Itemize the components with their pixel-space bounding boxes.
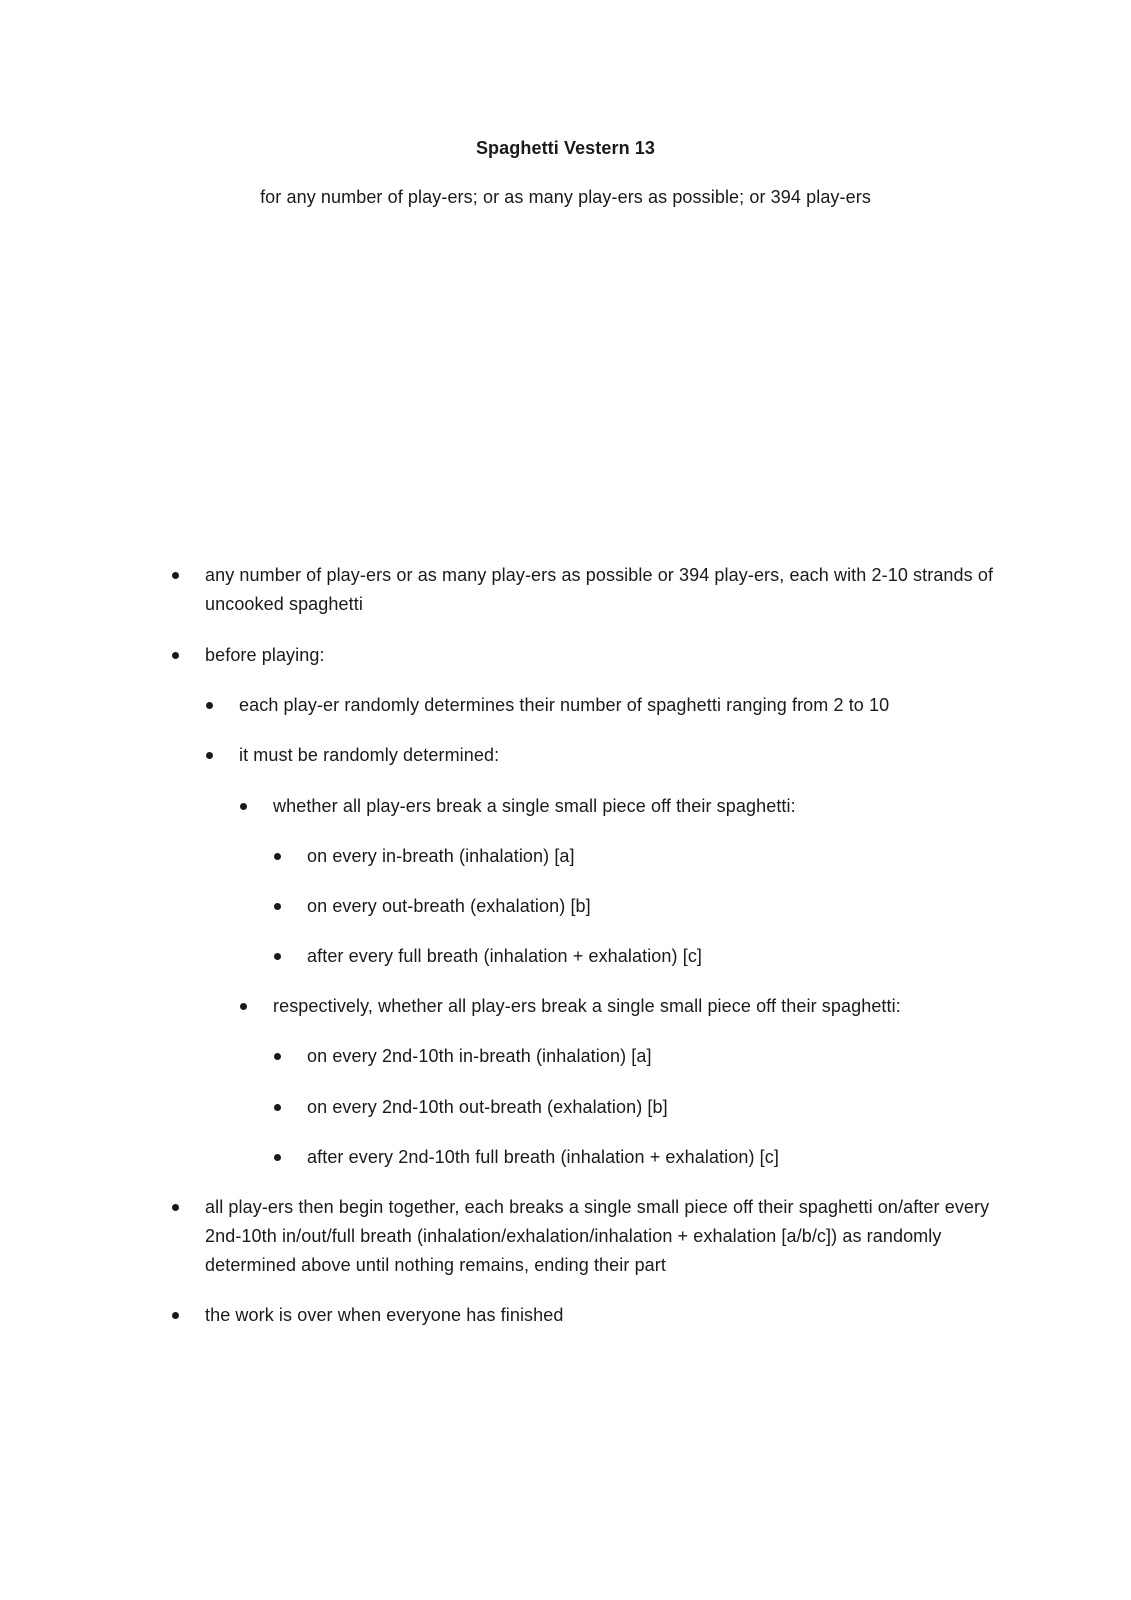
bullet-icon bbox=[274, 1104, 281, 1111]
list-item-text: it must be randomly determined: bbox=[239, 745, 500, 765]
list-item-text: any number of play-ers or as many play-ers as possible or 394 play-ers, each with 2-10 strands of uncooked spaghetti bbox=[205, 565, 994, 614]
list-item bbox=[239, 741, 999, 770]
bullet-icon bbox=[274, 1053, 281, 1060]
bullet-icon bbox=[172, 572, 179, 579]
list-item-text: on every 2nd-10th in-breath (inhalation) [a] bbox=[307, 1046, 652, 1066]
list-item-text: the work is over when everyone has finished bbox=[205, 1305, 564, 1325]
bullet-icon bbox=[274, 903, 281, 910]
bullet-icon bbox=[172, 1204, 179, 1211]
bullet-icon bbox=[240, 803, 247, 810]
bullet-icon bbox=[274, 1154, 281, 1161]
list-item bbox=[205, 1193, 1005, 1280]
list-item-text: on every in-breath (inhalation) [a] bbox=[307, 846, 575, 866]
list-item bbox=[239, 691, 999, 720]
list-item-text: respectively, whether all play-ers break a single small piece off their spaghetti: bbox=[273, 996, 901, 1016]
document-subtitle: for any number of play-ers; or as many play-ers as possible; or 394 play-ers bbox=[260, 187, 871, 207]
list-item bbox=[307, 1143, 1007, 1172]
list-item bbox=[307, 942, 1007, 971]
list-item bbox=[307, 842, 1007, 871]
bullet-icon bbox=[274, 853, 281, 860]
bullet-icon bbox=[206, 752, 213, 759]
list-item bbox=[273, 992, 1003, 1021]
list-item bbox=[307, 1093, 1007, 1122]
list-item-text: on every 2nd-10th out-breath (exhalation) [b] bbox=[307, 1097, 668, 1117]
list-item bbox=[307, 1042, 1007, 1071]
bullet-icon bbox=[206, 702, 213, 709]
list-item-text: after every 2nd-10th full breath (inhalation + exhalation) [c] bbox=[307, 1147, 779, 1167]
document-title: Spaghetti Vestern 13 bbox=[475, 138, 656, 158]
list-item-text: before playing: bbox=[205, 645, 325, 665]
list-item bbox=[205, 641, 1005, 670]
bullet-icon bbox=[172, 652, 179, 659]
bullet-icon bbox=[172, 1312, 179, 1319]
list-item-text: on every out-breath (exhalation) [b] bbox=[307, 896, 591, 916]
list-item-text: whether all play-ers break a single small piece off their spaghetti: bbox=[273, 796, 796, 816]
bullet-icon bbox=[274, 953, 281, 960]
list-item-text: after every full breath (inhalation + exhalation) [c] bbox=[307, 946, 703, 966]
bullet-icon bbox=[240, 1003, 247, 1010]
list-item-text: each play-er randomly determines their number of spaghetti ranging from 2 to 10 bbox=[239, 695, 890, 715]
list-item bbox=[205, 561, 1005, 619]
list-item bbox=[273, 792, 1003, 821]
list-item-text: all play-ers then begin together, each breaks a single small piece off their spaghetti on/after every 2nd-10th in/out/full breath (inhalation/exhalation/inhalation + exhalation [a/b/c]) as randomly determined above until nothing remains, ending their part bbox=[205, 1197, 990, 1275]
list-item bbox=[307, 892, 1007, 921]
list-item bbox=[205, 1301, 1005, 1330]
